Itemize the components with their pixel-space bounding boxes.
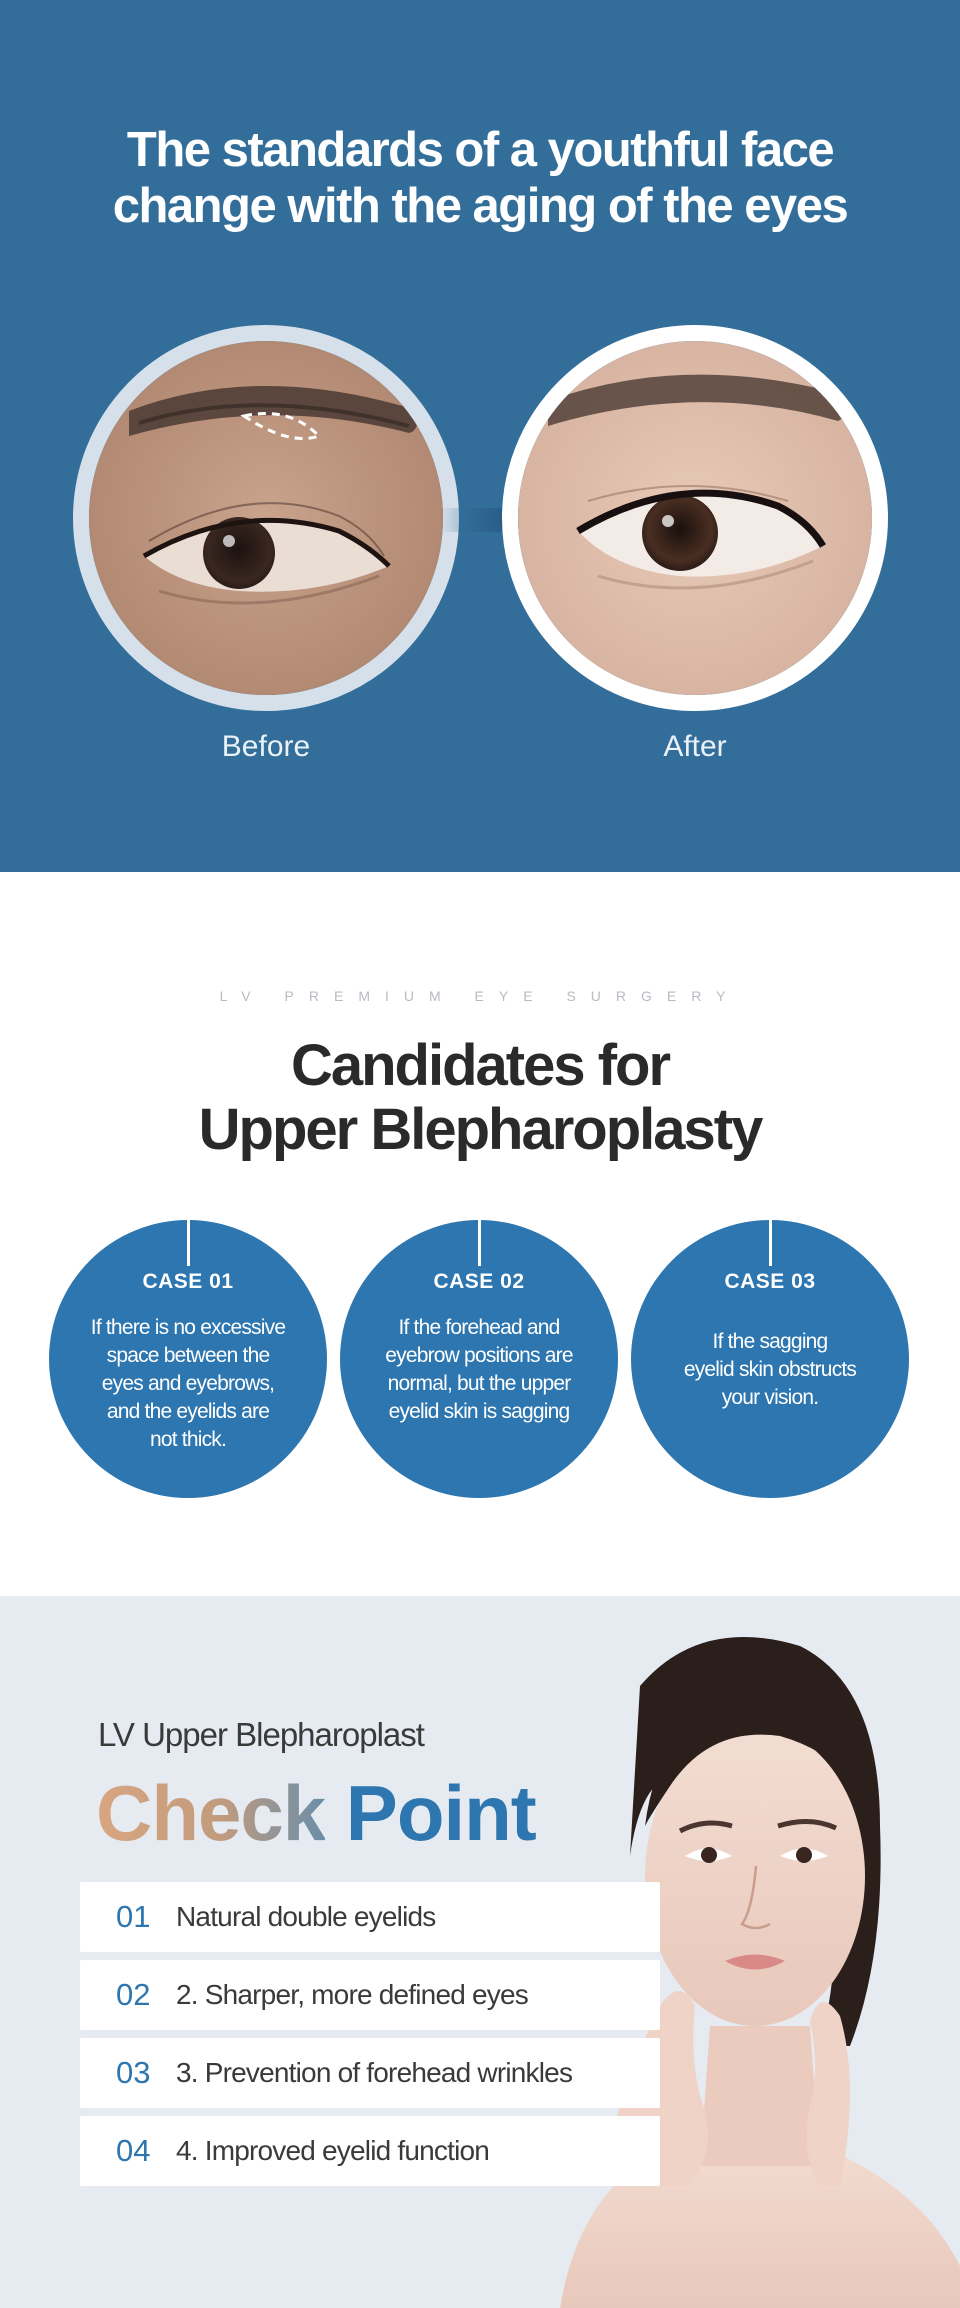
after-label: After	[663, 730, 727, 763]
hero-section	[0, 0, 960, 872]
candidates-title	[0, 1034, 960, 1162]
item-number: 04	[116, 2133, 151, 2168]
case-line: your vision.	[721, 1386, 819, 1409]
list-item	[80, 2038, 660, 2108]
item-text: 2. Sharper, more defined eyes	[176, 1979, 528, 2010]
case-divider	[769, 1220, 772, 1266]
case-card-03	[631, 1220, 909, 1498]
case-description	[69, 1314, 307, 1454]
candidates-section	[0, 872, 960, 1596]
case-line: If there is no excessive	[90, 1316, 286, 1339]
case-line: space between the	[106, 1344, 270, 1367]
case-line: If the forehead and	[398, 1316, 560, 1339]
checkpoint-subtitle: LV Upper Blepharoplast	[98, 1716, 424, 1753]
hero-title	[0, 122, 960, 234]
item-text: 4. Improved eyelid function	[176, 2135, 490, 2166]
case-divider	[187, 1220, 190, 1266]
case-description	[360, 1314, 598, 1426]
case-line: normal, but the upper	[387, 1372, 571, 1395]
case-description	[651, 1328, 889, 1412]
list-item	[80, 1882, 660, 1952]
case-card-01	[49, 1220, 327, 1498]
candidates-title-line2: Upper Blepharoplasty	[198, 1097, 762, 1162]
item-text: Natural double eyelids	[176, 1901, 436, 1932]
case-label: CASE 02	[433, 1270, 525, 1293]
section-eyebrow: LV PREMIUM EYE SURGERY	[219, 988, 741, 1004]
checkpoint-title-point: Point	[345, 1769, 536, 1857]
item-text: 3. Prevention of forehead wrinkles	[176, 2057, 573, 2088]
before-label: Before	[221, 730, 311, 763]
checkpoint-title-check: Check	[96, 1769, 326, 1857]
item-number: 03	[116, 2055, 151, 2090]
list-item	[80, 1960, 660, 2030]
hero-title-line1: The standards of a youthful face	[126, 123, 834, 177]
case-line: not thick.	[149, 1428, 227, 1451]
checkpoint-section	[0, 1596, 960, 2308]
case-line: eyes and eyebrows,	[101, 1372, 275, 1395]
case-line: If the sagging	[712, 1330, 828, 1353]
case-card-02	[340, 1220, 618, 1498]
hero-title-line2: change with the aging of the eyes	[112, 179, 848, 233]
case-line: eyebrow positions are	[385, 1344, 573, 1367]
case-divider	[478, 1220, 481, 1266]
checkpoint-list	[80, 1882, 660, 2194]
case-line: eyelid skin obstructs	[683, 1358, 857, 1381]
after-eye-photo	[502, 325, 888, 711]
case-line: and the eyelids are	[106, 1400, 270, 1423]
checkpoint-title	[96, 1768, 536, 1859]
item-number: 02	[116, 1977, 151, 2012]
before-eye-photo	[73, 325, 459, 711]
case-line: eyelid skin is sagging	[388, 1400, 570, 1423]
list-item	[80, 2116, 660, 2186]
case-label: CASE 03	[724, 1270, 816, 1293]
candidates-title-line1: Candidates for	[290, 1033, 670, 1098]
item-number: 01	[116, 1899, 151, 1934]
case-label: CASE 01	[142, 1270, 234, 1293]
